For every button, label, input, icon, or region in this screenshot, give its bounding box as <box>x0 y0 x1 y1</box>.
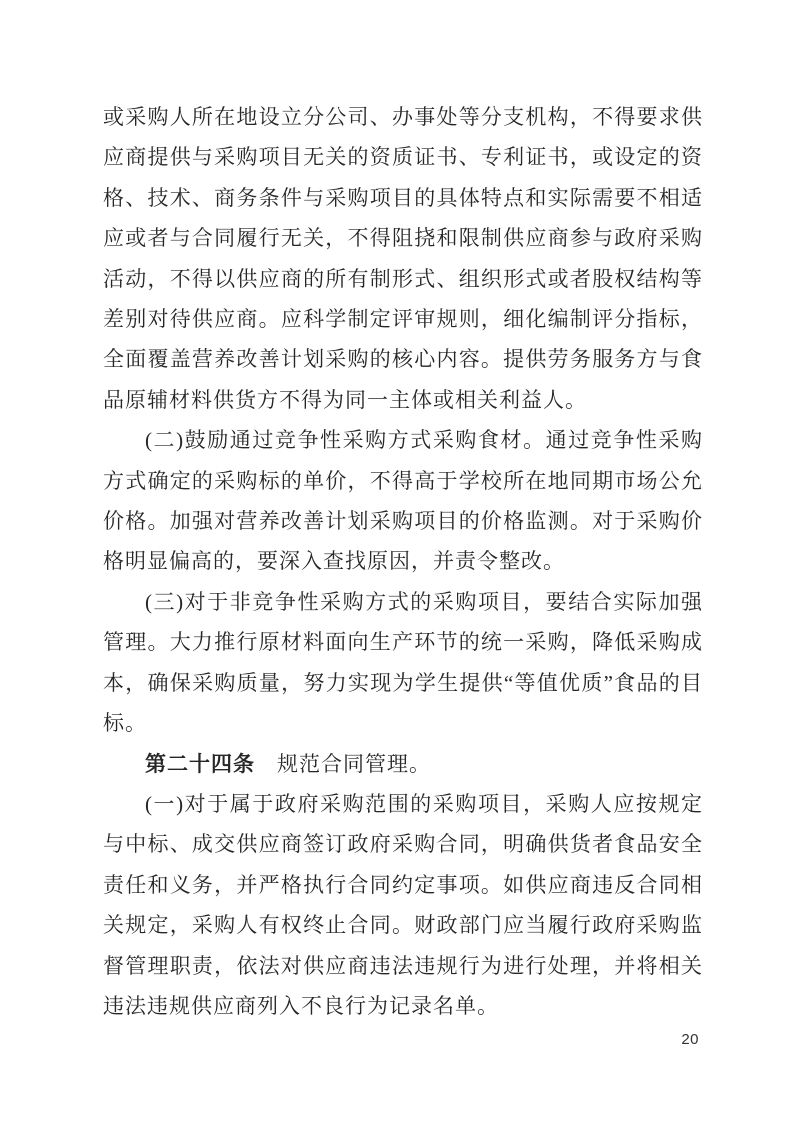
page-number: 20 <box>681 1031 699 1048</box>
section-title: 规范合同管理。 <box>255 751 431 776</box>
paragraph-item-2: (二)鼓励通过竞争性采购方式采购食材。通过竞争性采购方式确定的采购标的单价，不得高于学校所在地同期市场公允价格。加强对营养改善计划采购项目的价格监测。对于采购价格明显偏高的，要深入查找原因，并责令整改。 <box>103 428 703 574</box>
section-number: 第二十四条 <box>145 751 255 776</box>
document-body <box>103 97 703 1026</box>
paragraph-continuation: 或采购人所在地设立分公司、办事处等分支机构，不得要求供应商提供与采购项目无关的资质证书、专利证书，或设定的资格、技术、商务条件与采购项目的具体特点和实际需要不相适应或者与合同履行无关，不得阻挠和限制供应商参与政府采购活动，不得以供应商的所有制形式、组织形式或者股权结构等差别对待供应商。应科学制定评审规则，细化编制评分指标，全面覆盖营养改善计划采购的核心内容。提供劳务服务方与食品原辅材料供货方不得为同一主体或相关利益人。 <box>103 105 703 412</box>
paragraph-item-1: (一)对于属于政府采购范围的采购项目，采购人应按规定与中标、成交供应商签订政府采购合同，明确供货者食品安全责任和义务，并严格执行合同约定事项。如供应商违反合同相关规定，采购人有权终止合同。财政部门应当履行政府采购监督管理职责，依法对供应商违法违规行为进行处理，并将相关违法违规供应商列入不良行为记录名单。 <box>103 791 703 1018</box>
paragraph-item-3: (三)对于非竞争性采购方式的采购项目，要结合实际加强管理。大力推行原材料面向生产环节的统一采购，降低采购成本，确保采购质量，努力实现为学生提供“等值优质”食品的目标。 <box>103 589 703 736</box>
section-heading <box>103 744 703 784</box>
